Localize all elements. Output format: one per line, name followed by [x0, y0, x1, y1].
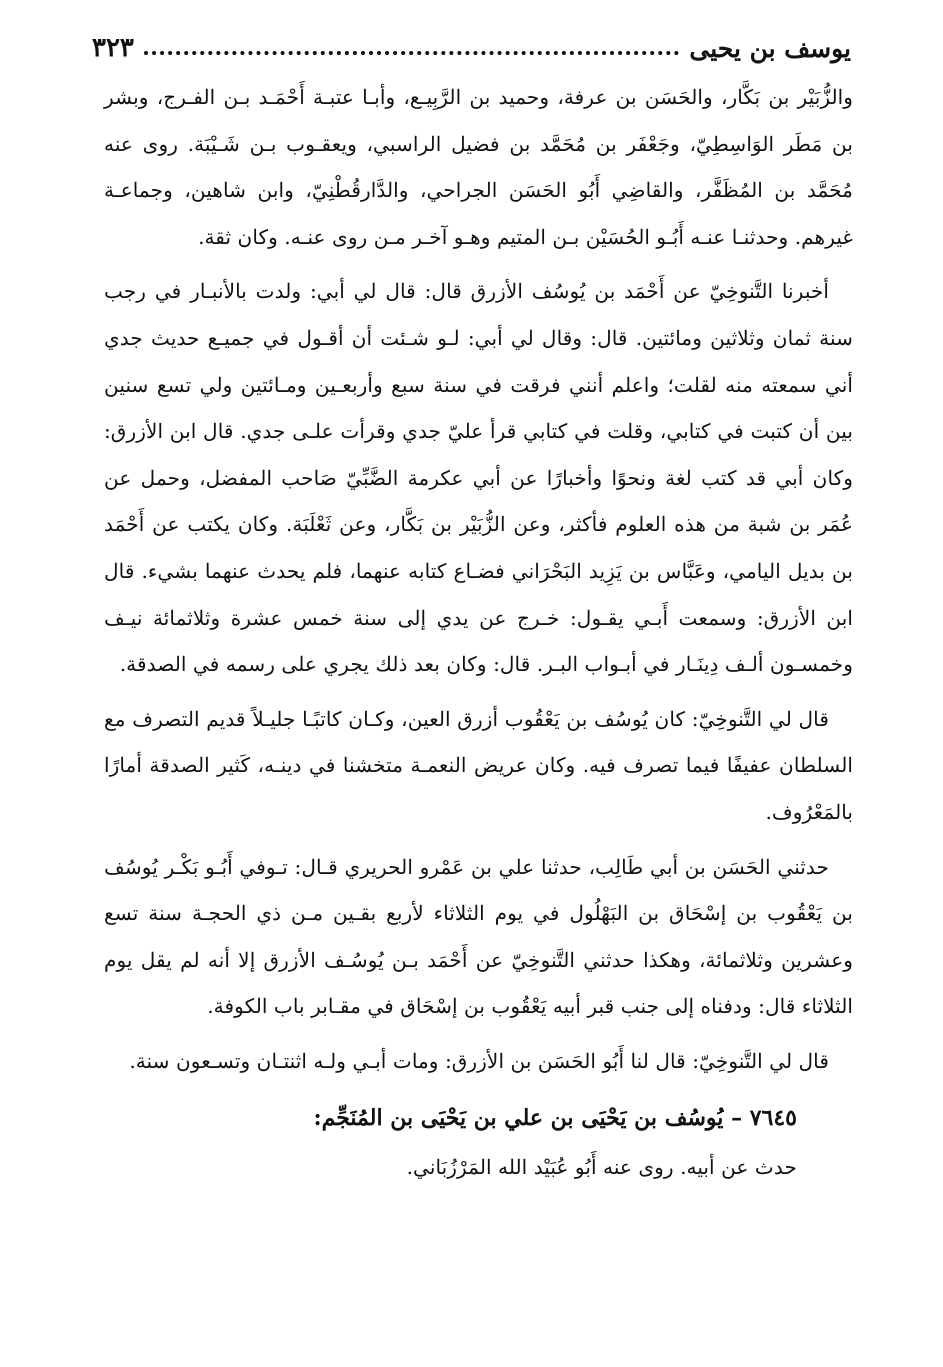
header-dotted-leader — [144, 51, 680, 55]
entry-text: حدث عن أبيه. روى عنه أَبُو عُبَيْد الله المَرْزُبَاني. — [406, 1155, 797, 1180]
entry-dash: – — [731, 1105, 743, 1132]
page-number: ٣٢٣ — [92, 33, 134, 63]
paragraph-3: قال لي التَّنوخِيّ: كان يُوسُف بن يَعْقُوب أزرق العين، وكـان كاتبًـا جليـلاً قديم التصرف مع السلطان عفيفًا فيما تصرف فيه. وكان عريض النعمـة متخشنا في دينـه، كَثير الصدقة أمارًا بالمَعْرُوف. — [104, 706, 853, 824]
entry-heading — [104, 1092, 853, 1144]
header-title: يوسف بن يحيى — [689, 33, 851, 63]
entry-number: ٧٦٤٥ — [749, 1105, 797, 1132]
paragraph-5: قال لي التَّنوخِيّ: قال لنا أَبُو الحَسَن بن الأزرق: ومات أبـي ولـه اثنتـان وتسـعون سنة. — [129, 1048, 829, 1073]
paragraph-1: والزُّبَيْر بن بَكَّار، والحَسَن بن عرفة، وحميد بن الرَّبِيـع، وأبـا عتبـة أَحْمَـد بـن الفـرج، وبشر بن مَطَر الوَاسِطِيّ، وجَعْفَر بن مُحَمَّد بن فضيل الراسبي، ويعقـوب بـن شَـيْبَة. روى عنه مُحَمَّد بن المُظَفَّر، والقاضِي أَبُو الحَسَن الجراحي، والدَّارقُطْنِيّ، وابن شاهين، وجماعـة غيرهم. وحدثنـا عنـه أَبُـو الحُسَيْن بـن المتيم وهـو آخـر مـن روى عنـه. وكان ثقة. — [104, 85, 853, 249]
entry-name: يُوسُف بن يَحْيَى بن علي بن يَحْيَى بن المُنَجِّم: — [313, 1105, 724, 1132]
paragraph-2: أخبرنا التَّنوخِيّ عن أَحْمَد بن يُوسُف الأزرق قال: قال لي أبي: ولدت بالأنبـار في رجب سنة ثمان وثلاثين ومائتين. قال: وقال لي أبي: لـو شـئت أن أقـول في جميـع حديث جدي أني سمعته منه لقلت؛ واعلم أنني فرقت في سنة سبع وأربعـين ومـائتين ولي تسع سنين بين أن كتبت في كتابي، وقلت في كتابي قرأ عليّ جدي وقرأت علـى جدي. قال ابن الأزرق: وكان أبي قد كتب لغة ونحوًا وأخبارًا عن أبي عكرمة الضَّبِّيّ صَاحب المفضل، وحمل عن عُمَر بن شبة من هذه العلوم فأكثر، وعن الزُّبَيْر بن بَكَّار، وعن ثَعْلَبَة. وكان يكتب عن أَحْمَد بن بديل اليامي، وعَبَّاس بن يَزِيد البَحْرَاني فضـاع كتابه عنهما، فلم يحدث عنهما بشيء. قال ابن الأزرق: وسمعت أَبـي يقـول: خـرج عن يدي إلى سنة خمس عشرة وثلاثمائة نيـف وخمسـون ألـف دِينَـار في أبـواب البـر. قال: وكان بعد ذلك يجري على رسمه في الصدقة. — [104, 279, 853, 677]
paragraph-4: حدثني الحَسَن بن أبي طَالِب، حدثنا علي بن عَمْرو الحريري قـال: تـوفي أَبُـو بَكْـر يُوسُف بن يَعْقُوب بن إسْحَاق بن البَهْلُول في يوم الثلاثاء لأربع بقـين مـن ذي الحجـة سنة تسع وعشرين وثلاثمائة، وهكذا حدثني التَّنوخِيّ عن أَحْمَد بـن يُوسُـف الأزرق إلا أنه لم يقل يوم الثلاثاء قال: ودفناه إلى جنب قبر أبيه يَعْقُوب بن إسْحَاق في مقـابر باب الكوفة. — [104, 854, 853, 1019]
page-body — [104, 74, 853, 1347]
running-header — [92, 26, 851, 70]
